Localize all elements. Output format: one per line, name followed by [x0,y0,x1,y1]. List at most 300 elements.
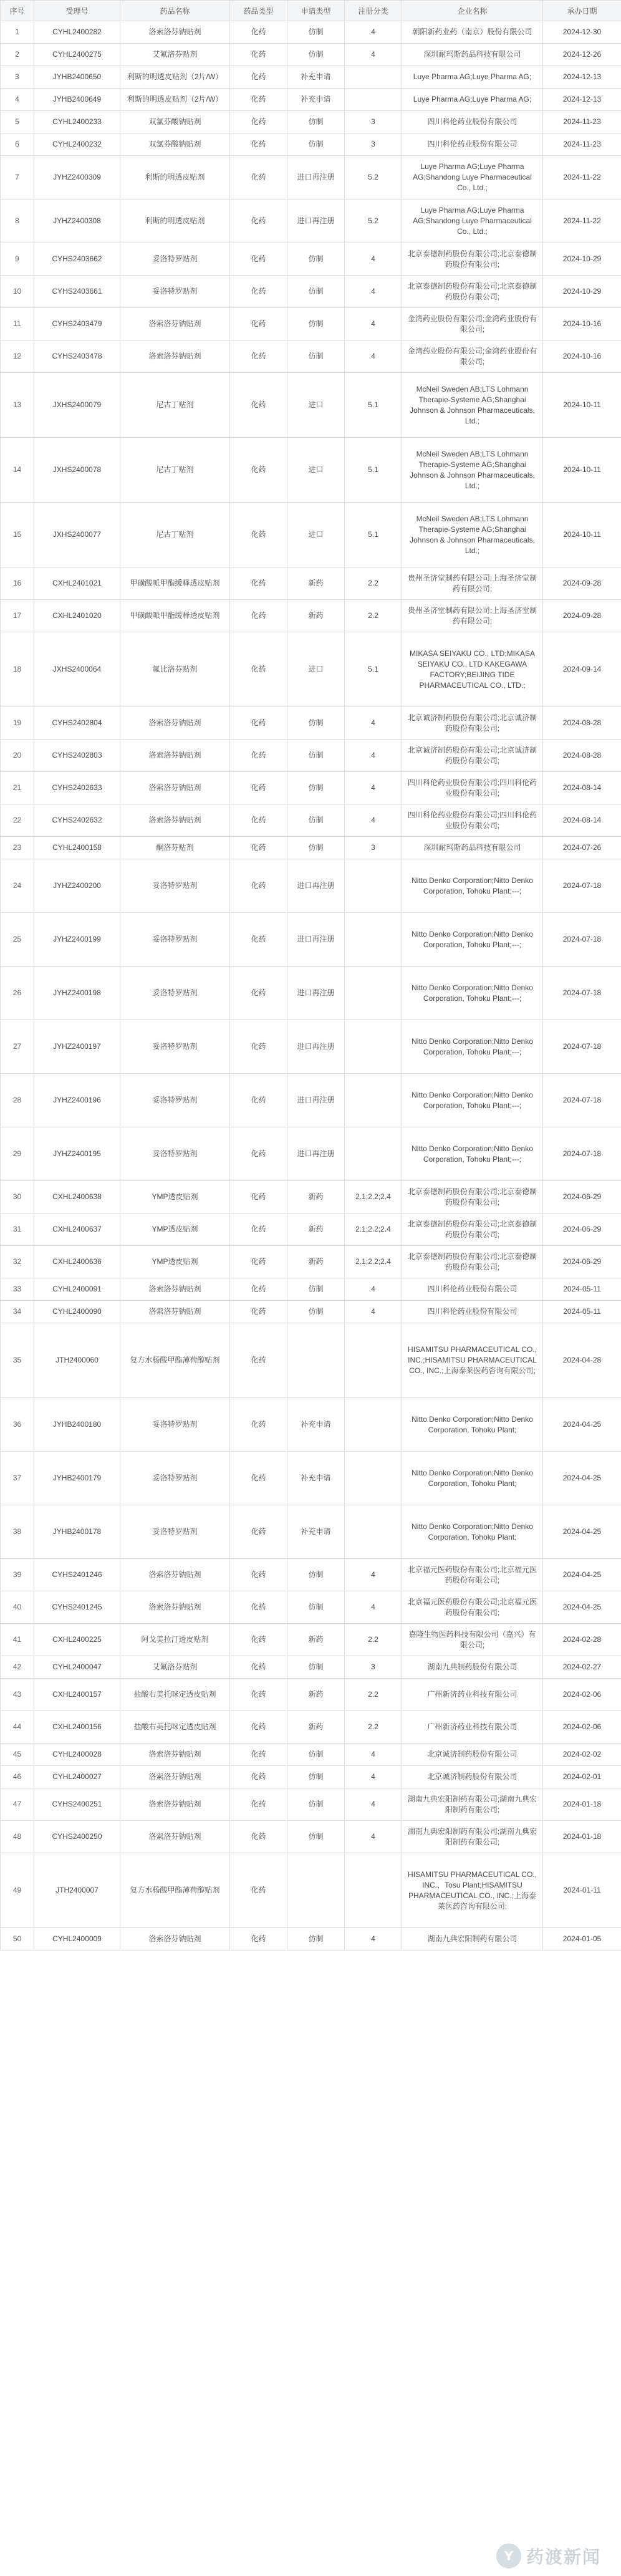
table-row [1,859,621,913]
cell-seq: 40 [1,1591,34,1624]
cell-drug-name: 洛索洛芬钠贴剂 [120,21,230,44]
cell-drug-name: 妥洛特罗贴剂 [120,859,230,913]
cell-seq: 3 [1,66,34,89]
table-row [1,340,621,373]
cell-company: 朝阳新药业药（南京）股份有限公司 [402,21,543,44]
table-row [1,567,621,600]
cell-application-type: 补充申请 [287,66,345,89]
cell-seq: 35 [1,1323,34,1398]
cell-registration-class: 4 [345,707,402,740]
cell-company: 北京泰德制药股份有限公司;北京泰德制药股份有限公司; [402,1213,543,1246]
cell-drug-type: 化药 [230,44,287,66]
cell-date: 2024-10-11 [543,438,621,503]
cell-company: 湖南九典宏阳制药有限公司;湖南九典宏阳制药有限公司; [402,1821,543,1853]
cell-application-type: 新药 [287,1711,345,1744]
cell-registration-class [345,913,402,967]
cell-drug-type: 化药 [230,1624,287,1656]
cell-company: 湖南九典制药股份有限公司 [402,1656,543,1679]
cell-drug-type: 化药 [230,600,287,632]
cell-drug-type: 化药 [230,373,287,438]
cell-drug-name: 洛索洛芬钠贴剂 [120,1928,230,1951]
cell-application-type: 进口再注册 [287,1127,345,1181]
cell-seq: 49 [1,1853,34,1928]
cell-acceptance-no: JYHZ2400197 [34,1020,120,1074]
cell-registration-class: 2.2 [345,1711,402,1744]
cell-drug-type: 化药 [230,1074,287,1127]
cell-acceptance-no: JYHZ2400308 [34,200,120,243]
cell-drug-type: 化药 [230,772,287,804]
cell-acceptance-no: CXHL2401021 [34,567,120,600]
cell-drug-name: YMP透皮贴剂 [120,1181,230,1213]
cell-drug-name: 洛索洛芬钠贴剂 [120,1821,230,1853]
cell-seq: 4 [1,89,34,111]
cell-drug-name: 洛索洛芬钠贴剂 [120,1591,230,1624]
cell-date: 2024-07-18 [543,859,621,913]
cell-company: HISAMITSU PHARMACEUTICAL CO., INC.;HISAMITSU PHARMACEUTICAL CO., INC.;上海泰莱医药咨询有限公司; [402,1323,543,1398]
cell-registration-class: 4 [345,243,402,276]
cell-registration-class: 4 [345,1559,402,1591]
cell-company: Nitto Denko Corporation;Nitto Denko Corporation, Tohoku Plant;---; [402,1074,543,1127]
cell-seq: 10 [1,276,34,308]
cell-acceptance-no: CYHS2401246 [34,1559,120,1591]
cell-drug-type: 化药 [230,632,287,707]
cell-drug-type: 化药 [230,111,287,133]
table-row [1,1624,621,1656]
cell-company: 北京泰德制药股份有限公司;北京泰德制药股份有限公司; [402,243,543,276]
table-row [1,837,621,859]
table-row [1,1928,621,1951]
cell-company: 贵州圣济堂制药有限公司;上海圣济堂制药有限公司; [402,567,543,600]
header-drug-name: 药品名称 [120,1,230,21]
cell-acceptance-no: CXHL2400637 [34,1213,120,1246]
cell-date: 2024-11-22 [543,156,621,200]
cell-drug-name: 艾氟洛芬贴剂 [120,44,230,66]
cell-application-type: 仿制 [287,1788,345,1821]
cell-registration-class: 2.2 [345,567,402,600]
cell-acceptance-no: JYHB2400650 [34,66,120,89]
cell-drug-name: 甲磺酸哌甲酯缓释透皮贴剂 [120,567,230,600]
cell-seq: 48 [1,1821,34,1853]
cell-registration-class [345,1323,402,1398]
cell-date: 2024-08-28 [543,707,621,740]
cell-drug-type: 化药 [230,21,287,44]
cell-drug-type: 化药 [230,1821,287,1853]
cell-seq: 5 [1,111,34,133]
table-row [1,1821,621,1853]
cell-application-type: 进口再注册 [287,1020,345,1074]
cell-company: Luye Pharma AG;Luye Pharma AG; [402,66,543,89]
cell-application-type: 进口 [287,503,345,567]
cell-registration-class [345,1505,402,1559]
cell-acceptance-no: JYHB2400180 [34,1398,120,1452]
table-row [1,1679,621,1711]
cell-drug-name: 妥洛特罗贴剂 [120,1020,230,1074]
table-row [1,1301,621,1323]
cell-seq: 18 [1,632,34,707]
cell-acceptance-no: CXHL2400225 [34,1624,120,1656]
cell-company: 北京福元医药股份有限公司;北京福元医药股份有限公司; [402,1559,543,1591]
cell-company: 四川科伦药业股份有限公司 [402,1278,543,1301]
cell-application-type: 补充申请 [287,1505,345,1559]
cell-date: 2024-11-22 [543,200,621,243]
cell-seq: 8 [1,200,34,243]
cell-registration-class: 4 [345,1278,402,1301]
cell-application-type: 进口再注册 [287,859,345,913]
cell-acceptance-no: CYHS2403478 [34,340,120,373]
cell-drug-type: 化药 [230,740,287,772]
cell-registration-class: 5.1 [345,438,402,503]
table-row [1,1074,621,1127]
cell-drug-name: YMP透皮贴剂 [120,1213,230,1246]
table-body [1,21,621,1951]
cell-application-type: 进口 [287,373,345,438]
cell-registration-class: 4 [345,1744,402,1766]
cell-application-type: 仿制 [287,1744,345,1766]
cell-drug-type: 化药 [230,200,287,243]
cell-company: 金湾药业股份有限公司;金湾药业股份有限公司; [402,340,543,373]
cell-date: 2024-05-11 [543,1278,621,1301]
cell-seq: 23 [1,837,34,859]
cell-seq: 30 [1,1181,34,1213]
cell-company: 湖南九典宏阳制药有限公司;湖南九典宏阳制药有限公司; [402,1788,543,1821]
cell-date: 2024-04-25 [543,1591,621,1624]
table-row [1,1559,621,1591]
cell-registration-class [345,967,402,1020]
cell-acceptance-no: CXHL2400638 [34,1181,120,1213]
cell-seq: 21 [1,772,34,804]
cell-drug-type: 化药 [230,438,287,503]
cell-date: 2024-07-18 [543,913,621,967]
table-row [1,740,621,772]
cell-company: 北京诚济制药股份有限公司 [402,1766,543,1788]
cell-company: 金湾药业股份有限公司;金湾药业股份有限公司; [402,308,543,340]
cell-acceptance-no: CYHL2400232 [34,133,120,156]
cell-date: 2024-07-18 [543,967,621,1020]
cell-acceptance-no: JXHS2400079 [34,373,120,438]
cell-registration-class: 4 [345,740,402,772]
table-row [1,21,621,44]
cell-registration-class: 2.1;2.2;2.4 [345,1246,402,1278]
cell-registration-class: 4 [345,44,402,66]
cell-date: 2024-05-11 [543,1301,621,1323]
cell-drug-name: 利斯的明透皮贴剂（2片/W） [120,89,230,111]
table-row [1,804,621,837]
cell-company: 四川科伦药业股份有限公司;四川科伦药业股份有限公司; [402,804,543,837]
cell-seq: 14 [1,438,34,503]
cell-drug-type: 化药 [230,1398,287,1452]
cell-date: 2024-02-27 [543,1656,621,1679]
cell-acceptance-no: JXHS2400078 [34,438,120,503]
cell-company: 广州新济药业科技有限公司 [402,1679,543,1711]
cell-drug-type: 化药 [230,1744,287,1766]
cell-company: HISAMITSU PHARMACEUTICAL CO., INC.，Tosu Plant;HISAMITSU PHARMACEUTICAL CO., INC.;上海泰莱医药咨询有限公司; [402,1853,543,1928]
cell-registration-class: 2.2 [345,1679,402,1711]
cell-date: 2024-12-13 [543,66,621,89]
cell-drug-type: 化药 [230,1246,287,1278]
cell-registration-class: 4 [345,772,402,804]
cell-company: 四川科伦药业股份有限公司 [402,133,543,156]
table-row [1,1452,621,1505]
cell-seq: 44 [1,1711,34,1744]
cell-date: 2024-01-18 [543,1788,621,1821]
table-header-row [1,1,621,21]
cell-seq: 7 [1,156,34,200]
cell-date: 2024-01-05 [543,1928,621,1951]
cell-drug-type: 化药 [230,859,287,913]
cell-application-type: 仿制 [287,1928,345,1951]
cell-seq: 41 [1,1624,34,1656]
cell-date: 2024-01-18 [543,1821,621,1853]
cell-application-type: 补充申请 [287,89,345,111]
cell-date: 2024-06-29 [543,1213,621,1246]
cell-drug-type: 化药 [230,837,287,859]
cell-registration-class [345,66,402,89]
cell-application-type: 进口 [287,438,345,503]
cell-company: Nitto Denko Corporation;Nitto Denko Corporation, Tohoku Plant;---; [402,967,543,1020]
cell-date: 2024-10-11 [543,503,621,567]
cell-drug-name: 阿戈美拉汀透皮贴剂 [120,1624,230,1656]
cell-company: Luye Pharma AG;Luye Pharma AG;Shandong Luye Pharmaceutical Co., Ltd.; [402,200,543,243]
cell-seq: 22 [1,804,34,837]
cell-registration-class: 5.2 [345,156,402,200]
cell-drug-type: 化药 [230,913,287,967]
cell-seq: 25 [1,913,34,967]
cell-drug-name: 妥洛特罗贴剂 [120,1505,230,1559]
cell-registration-class [345,1452,402,1505]
cell-seq: 32 [1,1246,34,1278]
cell-company: 嘉隆生物医药科技有限公司（嘉兴）有限公司; [402,1624,543,1656]
cell-company: Nitto Denko Corporation;Nitto Denko Corporation, Tohoku Plant;---; [402,1127,543,1181]
cell-drug-name: 洛索洛芬钠贴剂 [120,1559,230,1591]
cell-seq: 36 [1,1398,34,1452]
cell-drug-name: YMP透皮贴剂 [120,1246,230,1278]
cell-drug-name: 复方水杨酸甲酯薄荷醇贴剂 [120,1853,230,1928]
cell-application-type: 仿制 [287,133,345,156]
cell-seq: 46 [1,1766,34,1788]
cell-seq: 16 [1,567,34,600]
cell-seq: 6 [1,133,34,156]
cell-application-type: 仿制 [287,1591,345,1624]
cell-date: 2024-10-29 [543,243,621,276]
cell-application-type: 新药 [287,1679,345,1711]
cell-company: Nitto Denko Corporation;Nitto Denko Corporation, Tohoku Plant; [402,1452,543,1505]
cell-date: 2024-12-30 [543,21,621,44]
table-row [1,632,621,707]
cell-registration-class: 4 [345,1591,402,1624]
cell-seq: 1 [1,21,34,44]
cell-registration-class [345,1020,402,1074]
cell-drug-name: 酮洛芬贴剂 [120,837,230,859]
cell-registration-class: 4 [345,1928,402,1951]
cell-drug-type: 化药 [230,243,287,276]
cell-drug-type: 化药 [230,1213,287,1246]
cell-company: Luye Pharma AG;Luye Pharma AG; [402,89,543,111]
cell-registration-class: 2.2 [345,1624,402,1656]
cell-application-type: 进口再注册 [287,156,345,200]
header-seq: 序号 [1,1,34,21]
cell-drug-type: 化药 [230,308,287,340]
table-row [1,308,621,340]
cell-registration-class [345,859,402,913]
table-row [1,1853,621,1928]
cell-drug-type: 化药 [230,133,287,156]
cell-drug-name: 艾氟洛芬贴剂 [120,1656,230,1679]
cell-drug-name: 洛索洛芬钠贴剂 [120,1301,230,1323]
table-row [1,1020,621,1074]
cell-date: 2024-07-18 [543,1074,621,1127]
cell-drug-type: 化药 [230,89,287,111]
table-row [1,772,621,804]
cell-application-type: 新药 [287,567,345,600]
cell-drug-name: 洛索洛芬钠贴剂 [120,772,230,804]
cell-acceptance-no: CXHL2401020 [34,600,120,632]
cell-application-type: 仿制 [287,1278,345,1301]
cell-registration-class: 4 [345,21,402,44]
cell-date: 2024-06-29 [543,1246,621,1278]
cell-seq: 11 [1,308,34,340]
cell-date: 2024-08-14 [543,804,621,837]
cell-acceptance-no: CYHS2402804 [34,707,120,740]
cell-drug-type: 化药 [230,1278,287,1301]
header-company: 企业名称 [402,1,543,21]
cell-company: 北京泰德制药股份有限公司;北京泰德制药股份有限公司; [402,1181,543,1213]
table-row [1,967,621,1020]
cell-drug-name: 盐酸右美托咪定透皮贴剂 [120,1679,230,1711]
cell-drug-type: 化药 [230,567,287,600]
cell-drug-type: 化药 [230,1181,287,1213]
table-row [1,156,621,200]
cell-seq: 38 [1,1505,34,1559]
cell-seq: 2 [1,44,34,66]
cell-acceptance-no: CYHL2400158 [34,837,120,859]
cell-drug-type: 化药 [230,804,287,837]
cell-registration-class: 4 [345,804,402,837]
table-row [1,1711,621,1744]
cell-acceptance-no: CYHS2400251 [34,1788,120,1821]
table-row [1,1788,621,1821]
cell-drug-name: 洛索洛芬钠贴剂 [120,1788,230,1821]
cell-seq: 43 [1,1679,34,1711]
cell-company: 贵州圣济堂制药有限公司;上海圣济堂制药有限公司; [402,600,543,632]
table-row [1,1744,621,1766]
cell-acceptance-no: CYHS2402633 [34,772,120,804]
cell-drug-name: 尼古丁贴剂 [120,373,230,438]
cell-drug-name: 洛索洛芬钠贴剂 [120,707,230,740]
cell-drug-name: 利斯的明透皮贴剂 [120,200,230,243]
cell-application-type [287,1853,345,1928]
cell-company: Nitto Denko Corporation;Nitto Denko Corporation, Tohoku Plant;---; [402,913,543,967]
cell-application-type: 仿制 [287,276,345,308]
cell-date: 2024-04-25 [543,1559,621,1591]
cell-drug-type: 化药 [230,1853,287,1928]
watermark-logo-icon: Y [496,2544,521,2569]
cell-acceptance-no: JYHZ2400200 [34,859,120,913]
cell-seq: 33 [1,1278,34,1301]
cell-application-type: 仿制 [287,243,345,276]
cell-drug-name: 盐酸右美托咪定透皮贴剂 [120,1711,230,1744]
cell-drug-type: 化药 [230,66,287,89]
cell-registration-class [345,1127,402,1181]
cell-application-type: 仿制 [287,21,345,44]
cell-date: 2024-07-18 [543,1127,621,1181]
cell-application-type: 仿制 [287,1766,345,1788]
cell-seq: 47 [1,1788,34,1821]
cell-drug-name: 妥洛特罗贴剂 [120,1452,230,1505]
table-row [1,111,621,133]
cell-drug-name: 洛索洛芬钠贴剂 [120,1278,230,1301]
cell-registration-class: 4 [345,1788,402,1821]
cell-acceptance-no: CYHS2400250 [34,1821,120,1853]
cell-drug-type: 化药 [230,1711,287,1744]
cell-registration-class: 5.1 [345,503,402,567]
cell-drug-name: 妥洛特罗贴剂 [120,1127,230,1181]
cell-drug-type: 化药 [230,1505,287,1559]
cell-drug-name: 洛索洛芬钠贴剂 [120,804,230,837]
cell-drug-name: 利斯的明透皮贴剂（2片/W） [120,66,230,89]
cell-registration-class: 5.1 [345,373,402,438]
cell-registration-class: 4 [345,1821,402,1853]
cell-drug-type: 化药 [230,1452,287,1505]
cell-seq: 45 [1,1744,34,1766]
cell-registration-class [345,89,402,111]
table-row [1,913,621,967]
cell-drug-name: 尼古丁贴剂 [120,438,230,503]
cell-drug-type: 化药 [230,1559,287,1591]
cell-application-type: 仿制 [287,837,345,859]
cell-drug-type: 化药 [230,967,287,1020]
cell-application-type: 仿制 [287,340,345,373]
cell-acceptance-no: JYHZ2400198 [34,967,120,1020]
cell-application-type: 新药 [287,1213,345,1246]
cell-seq: 9 [1,243,34,276]
cell-date: 2024-01-11 [543,1853,621,1928]
cell-date: 2024-02-02 [543,1744,621,1766]
cell-registration-class [345,1853,402,1928]
table-row [1,1181,621,1213]
table-row [1,1213,621,1246]
cell-drug-type: 化药 [230,1020,287,1074]
cell-application-type: 进口再注册 [287,967,345,1020]
cell-drug-type: 化药 [230,1127,287,1181]
cell-drug-name: 妥洛特罗贴剂 [120,243,230,276]
cell-application-type: 仿制 [287,1301,345,1323]
table-row [1,1323,621,1398]
cell-seq: 37 [1,1452,34,1505]
cell-drug-type: 化药 [230,1656,287,1679]
cell-acceptance-no: JYHB2400179 [34,1452,120,1505]
cell-drug-type: 化药 [230,503,287,567]
cell-application-type: 仿制 [287,740,345,772]
cell-seq: 12 [1,340,34,373]
cell-company: Nitto Denko Corporation;Nitto Denko Corporation, Tohoku Plant;---; [402,859,543,913]
table-row [1,133,621,156]
table-row [1,276,621,308]
cell-drug-name: 洛索洛芬钠贴剂 [120,1766,230,1788]
cell-date: 2024-11-23 [543,111,621,133]
cell-drug-type: 化药 [230,1301,287,1323]
cell-application-type: 仿制 [287,1821,345,1853]
cell-registration-class: 3 [345,1656,402,1679]
cell-date: 2024-02-01 [543,1766,621,1788]
watermark [496,2542,615,2570]
cell-date: 2024-02-06 [543,1711,621,1744]
cell-acceptance-no: CYHL2400009 [34,1928,120,1951]
cell-acceptance-no: JXHS2400064 [34,632,120,707]
table-row [1,503,621,567]
cell-date: 2024-02-06 [543,1679,621,1711]
cell-date: 2024-09-28 [543,567,621,600]
table-row [1,373,621,438]
